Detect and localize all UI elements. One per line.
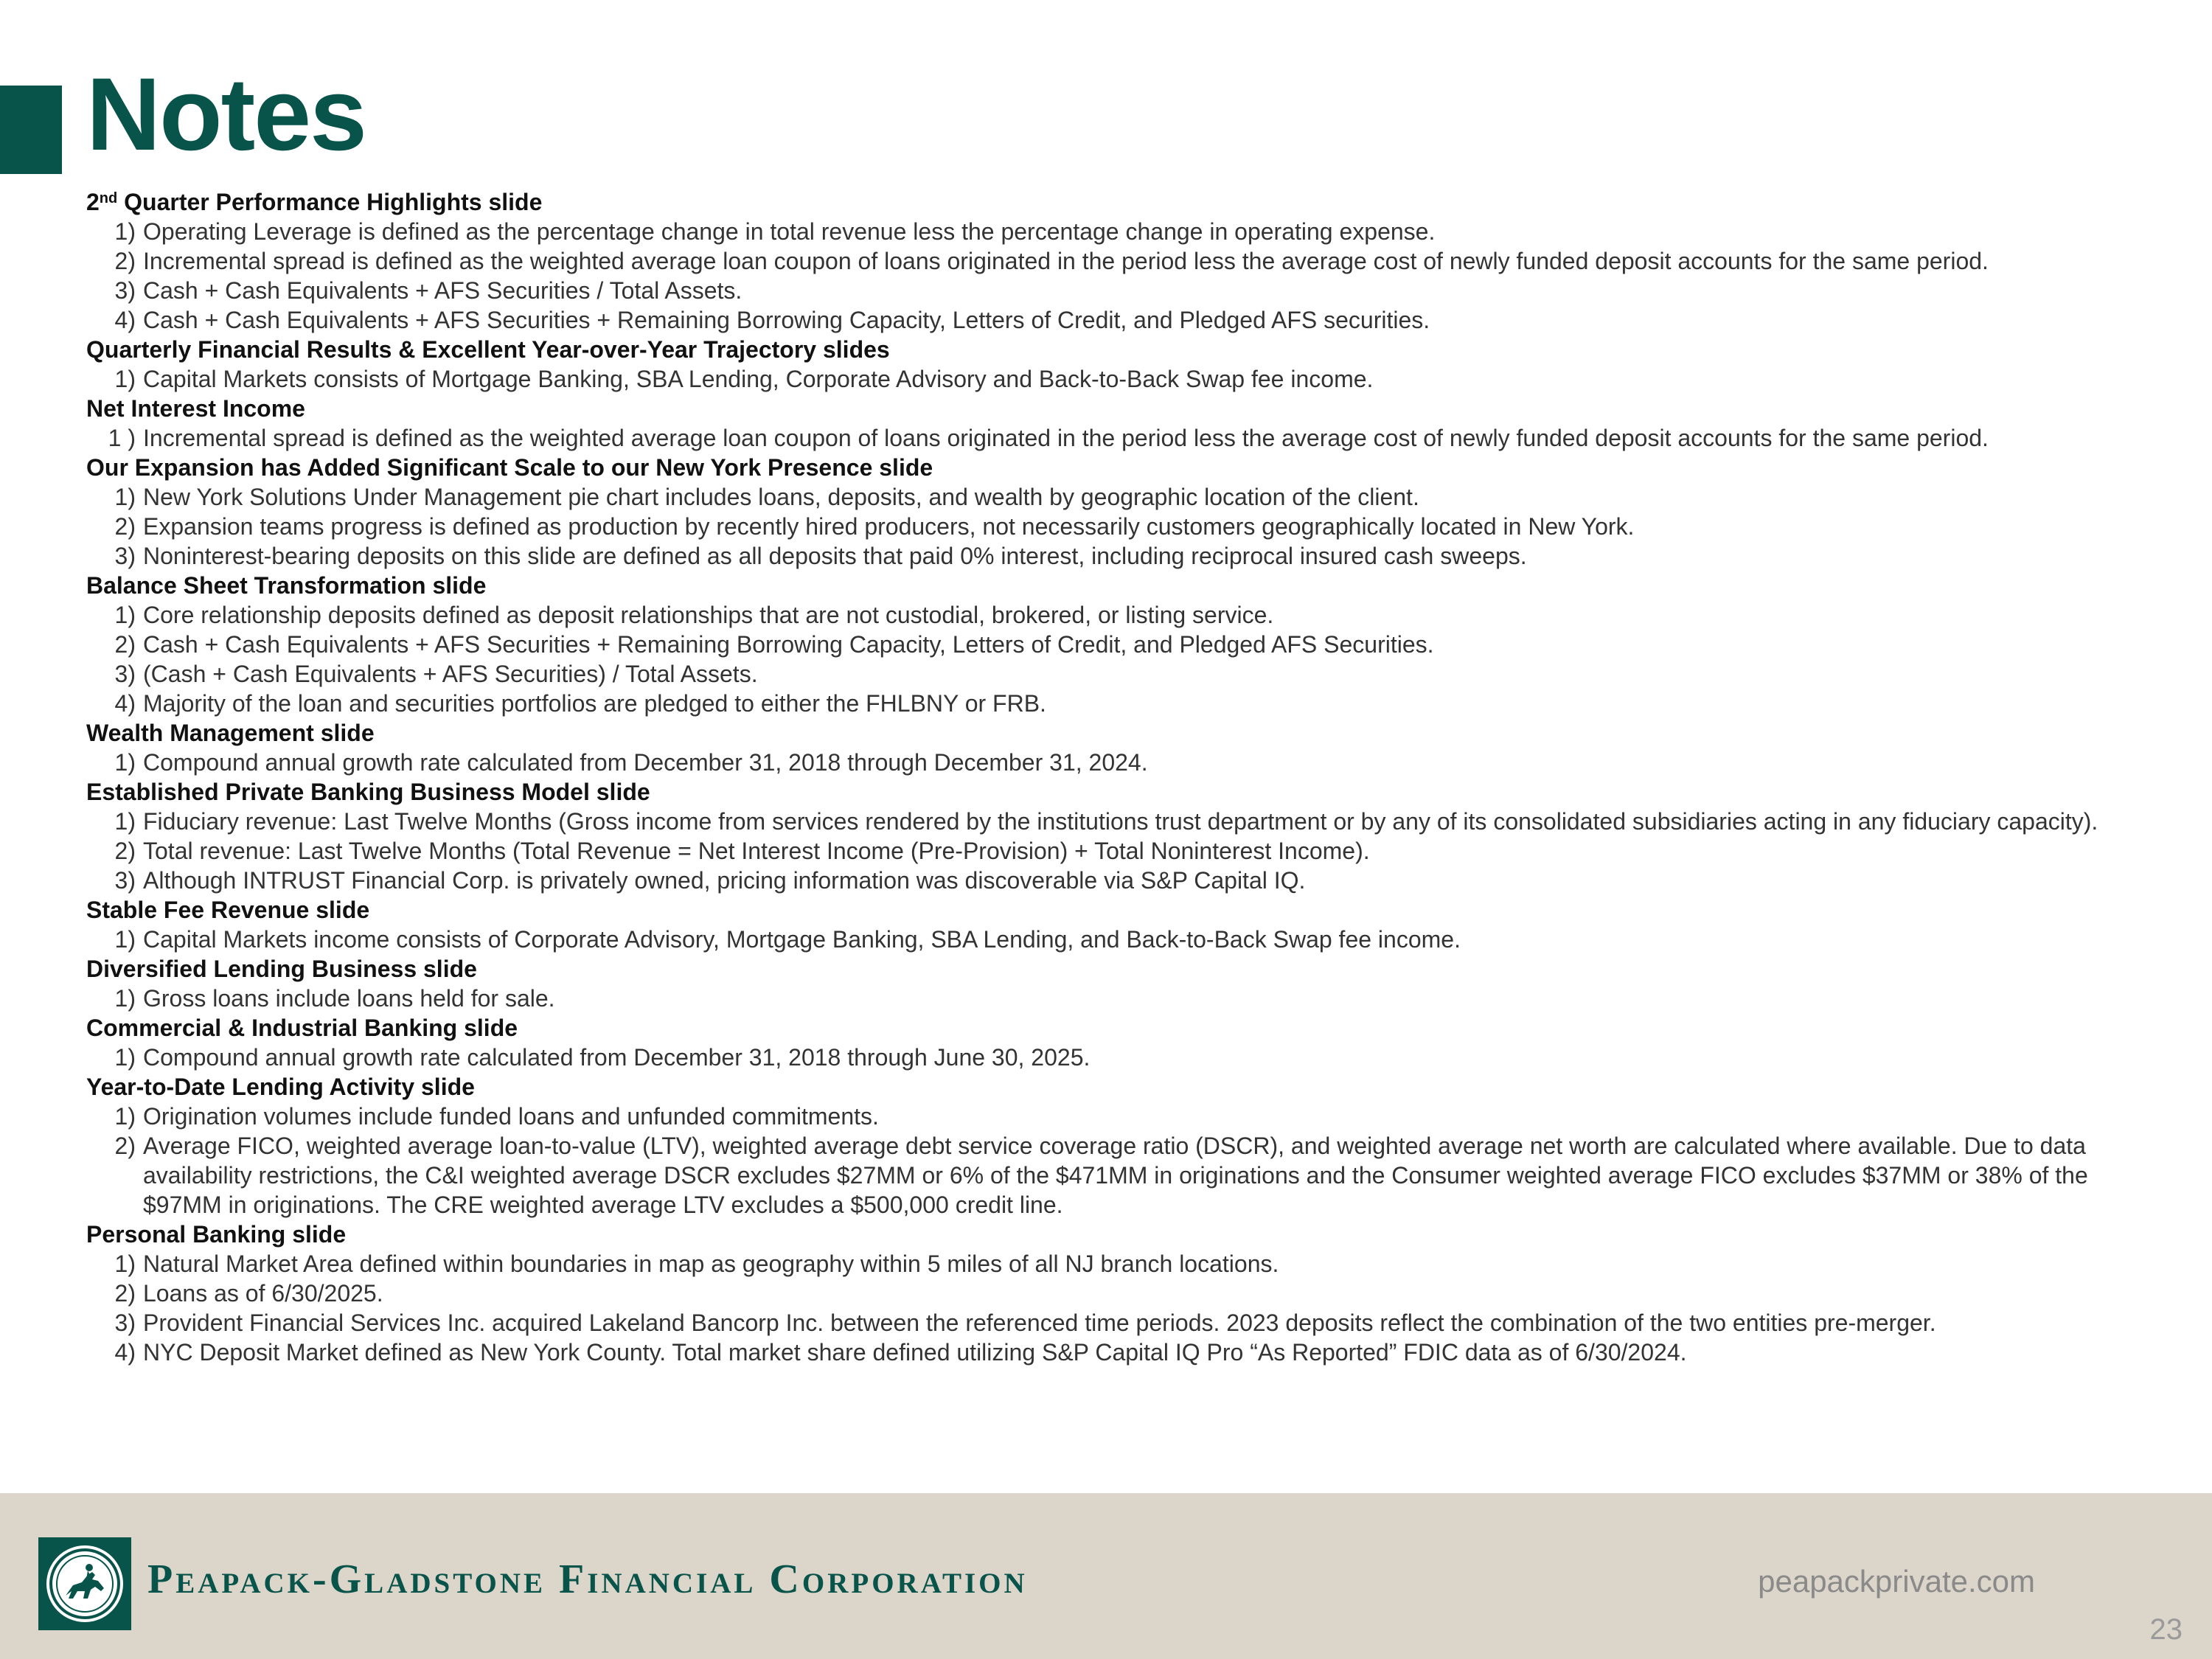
note-item	[86, 659, 2136, 689]
section-heading-text: Balance Sheet Transformation slide	[86, 572, 487, 599]
note-item	[86, 1279, 2136, 1308]
note-item	[86, 276, 2136, 305]
note-number: 1)	[114, 808, 136, 835]
section-heading-prefix: 2	[86, 189, 100, 215]
note-item	[86, 836, 2136, 866]
note-text: Majority of the loan and securities portfolios are pledged to either the FHLBNY or FRB.	[143, 690, 1046, 717]
note-text: Gross loans include loans held for sale.	[143, 985, 555, 1012]
horse-rider-seal-icon	[44, 1543, 126, 1625]
note-item	[86, 807, 2136, 836]
note-number: 1)	[114, 218, 136, 245]
note-number: 2)	[114, 838, 136, 864]
note-text: Capital Markets consists of Mortgage Banking, SBA Lending, Corporate Advisory and Back-to-Back Swap fee income.	[143, 366, 1374, 392]
section-heading	[86, 1072, 2136, 1102]
note-text: Incremental spread is defined as the weighted average loan coupon of loans originated in the period less the average cost of newly funded deposit accounts for the same period.	[143, 425, 1989, 451]
note-number: 4)	[114, 307, 136, 333]
note-text: NYC Deposit Market defined as New York County. Total market share defined utilizing S&P Capital IQ Pro “As Reported” FDIC data as of 6/30/2024.	[143, 1339, 1687, 1366]
section-heading-text: Our Expansion has Added Significant Scale to our New York Presence slide	[86, 454, 933, 481]
section-heading	[86, 571, 2136, 600]
page-title: Notes	[86, 56, 366, 172]
note-number: 1)	[114, 1103, 136, 1130]
section-heading	[86, 394, 2136, 423]
note-number: 3)	[114, 1310, 136, 1336]
note-text: Fiduciary revenue: Last Twelve Months (Gross income from services rendered by the institutions trust department or by any of its consolidated subsidiaries acting in any fiduciary capacity).	[143, 808, 2098, 835]
note-item	[86, 1308, 2136, 1338]
note-number: 1)	[114, 1251, 136, 1277]
section-heading-text: Net Interest Income	[86, 395, 305, 422]
note-number: 2)	[114, 631, 136, 658]
note-item	[86, 482, 2136, 512]
note-text: Capital Markets income consists of Corporate Advisory, Mortgage Banking, SBA Lending, and Back-to-Back Swap fee income.	[143, 926, 1461, 953]
company-name: Peapack-Gladstone Financial Corporation	[147, 1557, 1028, 1602]
note-item	[86, 689, 2136, 718]
section-heading-text: Stable Fee Revenue slide	[86, 897, 370, 923]
note-item	[86, 541, 2136, 571]
footer	[0, 1493, 2212, 1659]
note-number: 4)	[114, 690, 136, 717]
section-heading	[86, 777, 2136, 807]
note-text: Noninterest-bearing deposits on this slide are defined as all deposits that paid 0% interest, including reciprocal insured cash sweeps.	[143, 543, 1527, 569]
note-text: Operating Leverage is defined as the percentage change in total revenue less the percentage change in operating expense.	[143, 218, 1436, 245]
section-heading	[86, 453, 2136, 482]
note-text: Provident Financial Services Inc. acquired Lakeland Bancorp Inc. between the referenced time periods. 2023 deposits reflect the combination of the two entities pre-merger.	[143, 1310, 1936, 1336]
note-text: Compound annual growth rate calculated from December 31, 2018 through December 31, 2024.	[143, 749, 1148, 776]
note-number: 3)	[114, 867, 136, 894]
note-text: Total revenue: Last Twelve Months (Total Revenue = Net Interest Income (Pre-Provision) + Total Noninterest Income).	[143, 838, 1370, 864]
note-item	[86, 1102, 2136, 1131]
website-link[interactable]: peapackprivate.com	[1758, 1564, 2035, 1599]
note-number: 1)	[114, 926, 136, 953]
page-number: 23	[2149, 1613, 2183, 1646]
note-item	[86, 925, 2136, 954]
note-item	[86, 630, 2136, 659]
note-item	[86, 1131, 2136, 1220]
note-text: Core relationship deposits defined as deposit relationships that are not custodial, brokered, or listing service.	[143, 602, 1274, 628]
note-item	[86, 1249, 2136, 1279]
note-text: Cash + Cash Equivalents + AFS Securities / Total Assets.	[143, 277, 742, 304]
notes-list	[86, 187, 2136, 1367]
note-text: Natural Market Area defined within boundaries in map as geography within 5 miles of all NJ branch locations.	[143, 1251, 1279, 1277]
section-heading-sup: nd	[99, 190, 118, 206]
note-number: 3)	[114, 661, 136, 687]
section-heading-text: Established Private Banking Business Model slide	[86, 779, 650, 805]
note-number: 1)	[114, 1044, 136, 1071]
section-heading	[86, 1220, 2136, 1249]
note-text: New York Solutions Under Management pie chart includes loans, deposits, and wealth by geographic location of the client.	[143, 484, 1419, 510]
section-heading	[86, 1013, 2136, 1043]
company-logo	[38, 1537, 131, 1630]
note-item	[86, 1338, 2136, 1367]
section-heading	[86, 954, 2136, 984]
note-number: 1)	[114, 366, 136, 392]
note-number: 2)	[114, 248, 136, 274]
note-item	[86, 600, 2136, 630]
section-heading	[86, 187, 2136, 217]
note-number: 2)	[114, 1133, 136, 1159]
note-item	[86, 866, 2136, 895]
note-number: 4)	[114, 1339, 136, 1366]
note-item	[86, 1043, 2136, 1072]
note-text: Loans as of 6/30/2025.	[143, 1280, 383, 1307]
note-number: 1)	[114, 749, 136, 776]
note-item	[86, 364, 2136, 394]
note-text: Origination volumes include funded loans and unfunded commitments.	[143, 1103, 879, 1130]
note-number: 2)	[114, 1280, 136, 1307]
note-text: Incremental spread is defined as the weighted average loan coupon of loans originated in the period less the average cost of newly funded deposit accounts for the same period.	[143, 248, 1989, 274]
section-heading-text: Quarterly Financial Results & Excellent Year-over-Year Trajectory slides	[86, 336, 890, 363]
note-text: Although INTRUST Financial Corp. is privately owned, pricing information was discoverable via S&P Capital IQ.	[143, 867, 1306, 894]
note-number: 1)	[114, 985, 136, 1012]
section-heading-text: Personal Banking slide	[86, 1221, 347, 1248]
section-heading-text: Quarter Performance Highlights slide	[124, 189, 543, 215]
section-heading	[86, 335, 2136, 364]
note-number: 2)	[114, 513, 136, 540]
note-text: Average FICO, weighted average loan-to-value (LTV), weighted average debt service coverage ratio (DSCR), and weighted average net worth are calculated where available. Due to data availability restrictions, the C&I weighted average DSCR excludes $27MM or 6% of the $471MM in originations and the Consumer weighted average FICO excludes $37MM or 38% of the $97MM in originations. The CRE weighted average LTV excludes a $500,000 credit line.	[143, 1133, 2088, 1218]
note-item	[86, 423, 2136, 453]
note-number: 3)	[114, 543, 136, 569]
note-item	[86, 748, 2136, 777]
note-number: 1 )	[108, 425, 136, 451]
note-text: (Cash + Cash Equivalents + AFS Securities) / Total Assets.	[143, 661, 758, 687]
note-number: 3)	[114, 277, 136, 304]
note-item	[86, 305, 2136, 335]
section-heading	[86, 895, 2136, 925]
note-item	[86, 246, 2136, 276]
note-text: Cash + Cash Equivalents + AFS Securities + Remaining Borrowing Capacity, Letters of Credit, and Pledged AFS Securities.	[143, 631, 1434, 658]
note-number: 1)	[114, 484, 136, 510]
note-number: 1)	[114, 602, 136, 628]
title-accent-bar	[0, 86, 62, 174]
note-item	[86, 217, 2136, 246]
section-heading	[86, 718, 2136, 748]
note-item	[86, 984, 2136, 1013]
note-text: Compound annual growth rate calculated from December 31, 2018 through June 30, 2025.	[143, 1044, 1091, 1071]
section-heading-text: Diversified Lending Business slide	[86, 956, 477, 982]
note-text: Cash + Cash Equivalents + AFS Securities + Remaining Borrowing Capacity, Letters of Credit, and Pledged AFS securities.	[143, 307, 1430, 333]
note-text: Expansion teams progress is defined as production by recently hired producers, not necessarily customers geographically located in New York.	[143, 513, 1635, 540]
section-heading-text: Commercial & Industrial Banking slide	[86, 1015, 518, 1041]
section-heading-text: Year-to-Date Lending Activity slide	[86, 1074, 475, 1100]
note-item	[86, 512, 2136, 541]
section-heading-text: Wealth Management slide	[86, 720, 375, 746]
